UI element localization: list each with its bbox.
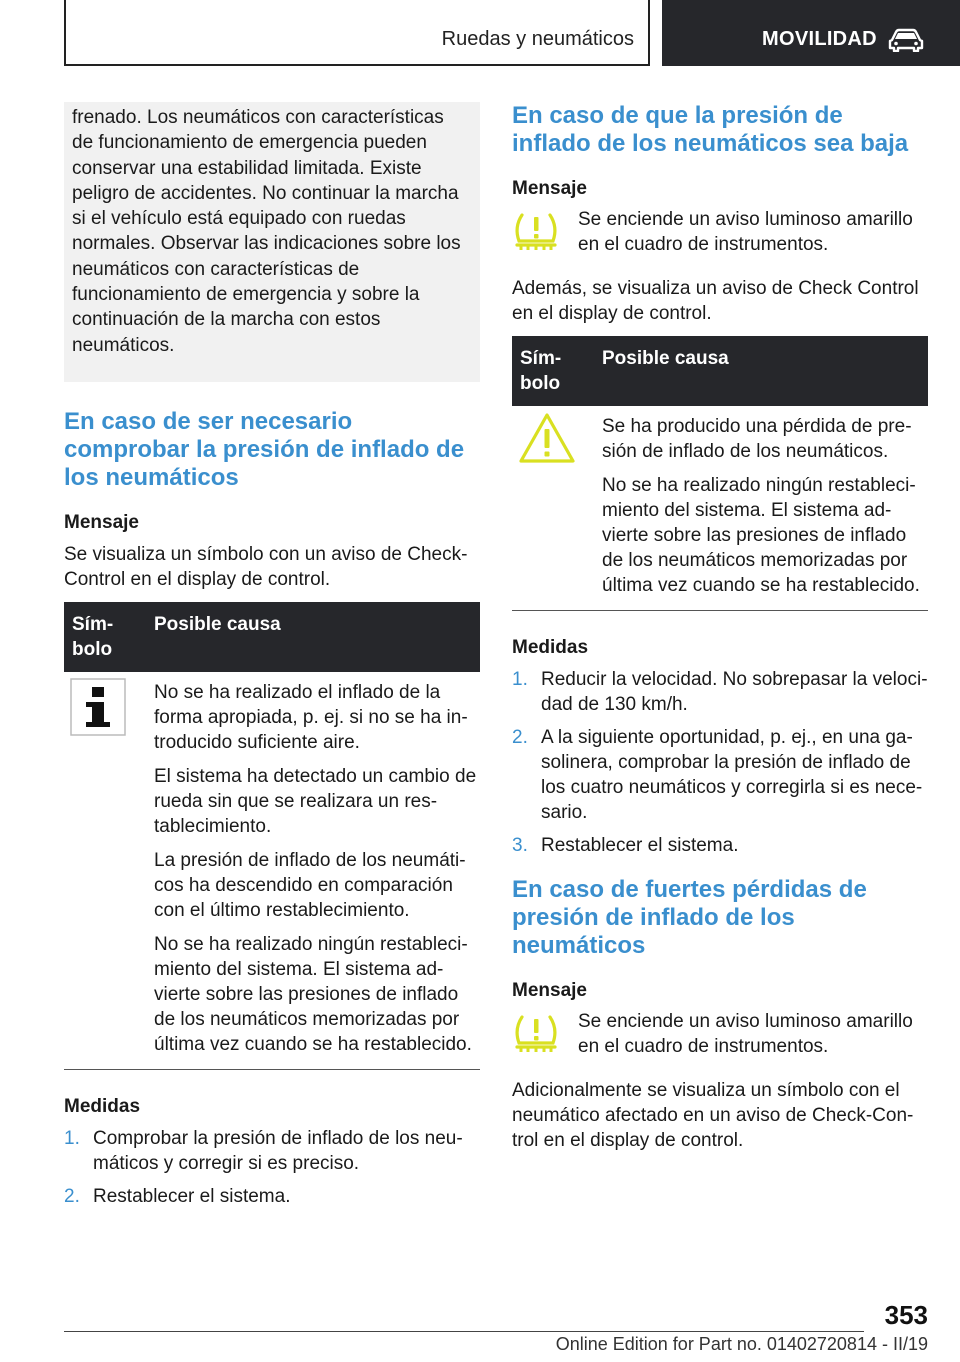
step-number: 2. xyxy=(64,1185,80,1207)
symbol-cause-table xyxy=(512,336,928,611)
section-heading-low-pressure: En caso de que la presión de inflado de los neumáticos sea baja xyxy=(512,102,909,157)
page-header xyxy=(0,0,960,66)
step-text: A la siguiente oportunidad, p. ej., en una gasolinera, comprobar la presión de inflado de los cuatro neumáticos y corregirla si es necesario. xyxy=(541,727,923,823)
footer-edition-text: Online Edition for Part no. 01402720814 - II/19 xyxy=(555,1334,928,1354)
indicator-icon-box xyxy=(512,207,578,258)
step-number: 1. xyxy=(64,1127,80,1149)
tire-pressure-warning-icon xyxy=(512,209,560,253)
indicator-text: Se enciende un aviso luminoso amarillo en el cuadro de instrumentos. xyxy=(578,1011,913,1057)
symbol-cause-table xyxy=(64,602,480,1070)
measures-label: Medidas xyxy=(64,1095,141,1117)
measures-label: Medidas xyxy=(512,637,589,658)
car-icon xyxy=(888,28,924,52)
warning-note-text: frenado. Los neumáticos con características de funcionamiento de emergencia pueden conservar una estabilidad limitada. Existe peligro de accidentes. No continuar la marcha si el vehículo está equipado con ruedas normales. Observar las indicaciones sobre los neumáticos con características de funcionamiento de emergencia y sobre la continuación de la marcha con estos neumáticos. xyxy=(72,107,461,356)
indicator-text: Se enciende un aviso luminoso amarillo en el cuadro de instrumentos. xyxy=(578,209,913,255)
list-item xyxy=(512,833,928,858)
step-text: Restablecer el sistema. xyxy=(541,835,739,856)
cause-text: No se ha realizado ningún restablecimiento del sistema. El sistema advierte sobre las presiones de inflado de los neumáticos memorizadas por última vez cuando se ha restablecido. xyxy=(602,475,920,596)
measures-list xyxy=(64,1126,480,1209)
table-header-symbol: Símbolo xyxy=(64,602,146,672)
list-item xyxy=(64,1184,480,1209)
header-section-title: Ruedas y neumáticos xyxy=(441,28,634,50)
indicator-row xyxy=(512,1009,928,1060)
table-header-cause: Posible causa xyxy=(146,602,480,672)
additional-text: Adicionalmente se visualiza un símbolo con el neumático afectado en un aviso de Check-Control en el display de control. xyxy=(512,1080,914,1151)
table-row xyxy=(512,406,928,611)
page-number: 353 xyxy=(884,1300,928,1330)
message-text: Se visualiza un símbolo con un aviso de Check-Control en el display de control. xyxy=(64,543,468,590)
measures-list xyxy=(512,667,928,858)
cause-text: Se ha producido una pérdida de presión de inflado de los neumáticos. xyxy=(602,416,912,462)
table-row xyxy=(64,672,480,1070)
step-text: Reducir la velocidad. No sobrepasar la velocidad de 130 km/h. xyxy=(541,669,928,715)
table-cell-symbol xyxy=(512,406,594,611)
table-cell-cause xyxy=(594,406,928,611)
step-text: Restablecer el sistema. xyxy=(93,1185,291,1207)
list-item xyxy=(512,725,928,825)
tire-pressure-warning-icon xyxy=(512,1011,560,1055)
cause-text: La presión de inflado de los neumáticos ha descendido en comparación con el último restablecimiento. xyxy=(154,849,466,921)
cause-text: No se ha realizado ningún restablecimiento del sistema. El sistema advierte sobre las presiones de inflado de los neumáticos memorizadas por última vez cuando se ha restablecido. xyxy=(154,933,472,1055)
table-cell-cause xyxy=(146,672,480,1070)
footer-divider xyxy=(64,1331,864,1332)
warning-note-box xyxy=(64,102,480,382)
left-column xyxy=(64,102,480,1217)
message-label: Mensaje xyxy=(64,511,139,533)
info-icon xyxy=(70,678,126,736)
message-label: Mensaje xyxy=(512,980,587,1001)
list-item xyxy=(512,667,928,717)
table-header-symbol: Símbolo xyxy=(512,336,594,406)
right-column xyxy=(512,102,928,1153)
step-number: 2. xyxy=(512,727,528,748)
table-header-cause: Posible causa xyxy=(594,336,928,406)
step-number: 1. xyxy=(512,669,528,690)
list-item xyxy=(64,1126,480,1176)
additional-text: Además, se visualiza un aviso de Check Control en el display de control. xyxy=(512,278,919,324)
table-cell-symbol xyxy=(64,672,146,1070)
indicator-icon-box xyxy=(512,1009,578,1060)
table-header-row xyxy=(64,602,480,672)
header-chapter-title: MOVILIDAD xyxy=(762,28,877,50)
header-section-box xyxy=(64,0,650,66)
step-text: Comprobar la presión de inflado de los neumáticos y corregir si es preciso. xyxy=(93,1127,463,1174)
table-header-row xyxy=(512,336,928,406)
section-heading-check-pressure: En caso de ser necesario comprobar la presión de inflado de los neumáticos xyxy=(64,407,465,491)
header-chapter-box xyxy=(662,0,960,66)
warning-triangle-icon xyxy=(518,412,576,464)
step-number: 3. xyxy=(512,835,528,856)
section-heading-strong-loss: En caso de fuertes pérdidas de presión de inflado de los neumáticos xyxy=(512,876,867,959)
message-label: Mensaje xyxy=(512,178,587,199)
cause-text: No se ha realizado el inflado de la forma apropiada, p. ej. si no se ha introducido suficiente aire. xyxy=(154,681,468,753)
cause-text: El sistema ha detectado un cambio de rueda sin que se realizara un restablecimiento. xyxy=(154,765,477,837)
indicator-row xyxy=(512,207,928,258)
